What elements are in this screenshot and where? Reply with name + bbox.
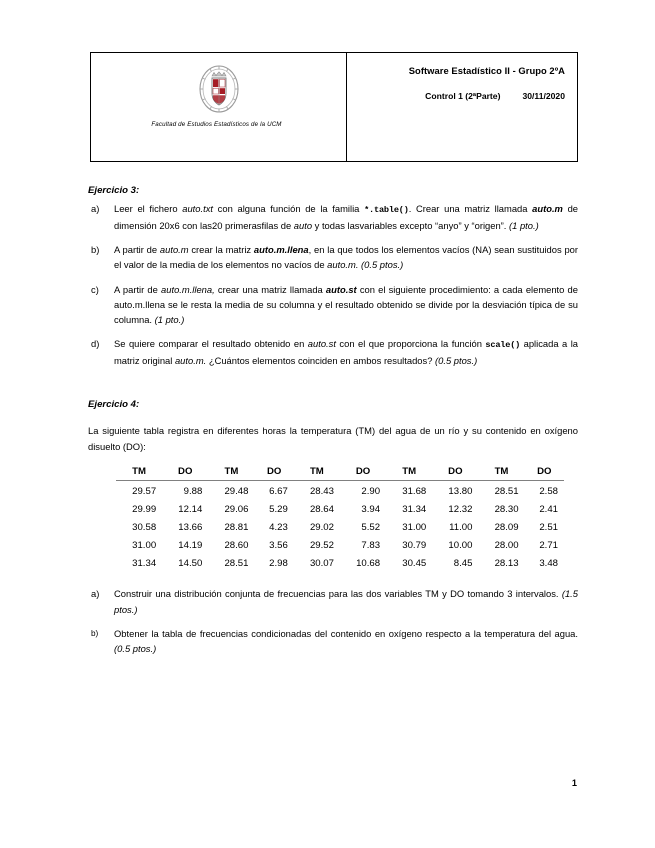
measurements-table-wrap: [116, 466, 564, 573]
exercise-4-intro: La siguiente tabla registra en diferentes horas la temperatura (TM) del agua de un río y su contenido en oxígeno disuelto (DO):: [88, 425, 578, 452]
list-marker: a): [91, 588, 100, 600]
header-right-cell: [347, 53, 577, 161]
table-cell: 3.56: [269, 539, 288, 551]
table-cell: 30.45: [402, 557, 427, 569]
table-cell: 28.30: [494, 503, 519, 515]
table-cell: 28.64: [309, 503, 334, 515]
table-body: [116, 480, 564, 572]
table-cell: 28.00: [494, 539, 519, 551]
table-cell: 30.07: [309, 557, 334, 569]
text-run: A partir de: [114, 244, 160, 256]
table-cell: 28.51: [224, 557, 249, 569]
faculty-name: Facultad de Estudios Estadísticos de la UCM: [151, 121, 282, 128]
table-column-header: DO: [525, 466, 564, 481]
text-run: Se quiere comparar el resultado obtenido en: [114, 338, 308, 350]
text-run: Obtener la tabla de frecuencias condicionadas del contenido en oxígeno respecto a la temperatura del agua.: [114, 627, 578, 639]
table-cell: 30.58: [132, 521, 157, 533]
measurements-table: [116, 466, 564, 573]
text-run: (1 pto.): [509, 219, 539, 231]
text-run: (0.5 ptos.): [114, 643, 157, 655]
table-column-header: TM: [208, 466, 254, 481]
exercise-3-item: [88, 282, 578, 328]
table-cell: 2.41: [539, 503, 558, 515]
text-run: (1 pto.): [154, 314, 185, 326]
text-run: auto: [293, 219, 313, 231]
table-cell: 29.06: [224, 503, 249, 515]
exercise-4-item: [88, 626, 578, 656]
table-cell: 10.68: [356, 557, 381, 569]
text-run: (0.5 ptos.): [361, 259, 404, 271]
text-run: aplicada a la matriz original: [114, 338, 579, 367]
header-left-cell: [91, 53, 347, 161]
exercise-3-item: [88, 336, 578, 368]
table-column-header: DO: [162, 466, 208, 481]
table-cell: 30.79: [402, 539, 427, 551]
text-run: auto.txt: [182, 203, 213, 214]
text-run: crear una matriz llamada: [214, 283, 326, 295]
table-cell: 3.94: [361, 503, 381, 515]
table-cell: 9.88: [183, 485, 203, 497]
table-cell: 28.09: [494, 521, 519, 533]
document-header-box: [90, 52, 578, 162]
course-title: Software Estadístico II - Grupo 2ºA: [408, 65, 565, 76]
table-row: [116, 480, 564, 500]
text-run: A partir de: [114, 283, 162, 295]
table-cell: 31.34: [402, 503, 427, 515]
table-cell: 12.14: [178, 503, 203, 515]
table-cell: 12.32: [448, 503, 473, 515]
ucm-seal-icon: [197, 63, 241, 119]
table-cell: 6.67: [269, 485, 288, 497]
table-cell: 3.48: [539, 557, 558, 569]
table-row: [116, 536, 564, 554]
exercise-3-item-list: [88, 201, 578, 368]
exercise-4-item-list: [88, 586, 578, 656]
table-column-header: TM: [386, 466, 432, 481]
text-run: auto.m: [159, 244, 189, 256]
table-header-row: [116, 466, 564, 481]
table-cell: 29.52: [309, 539, 334, 551]
text-run: . Crear una matriz llamada: [408, 203, 533, 214]
table-cell: 2.98: [269, 557, 288, 569]
list-marker: b): [91, 628, 99, 638]
list-marker: d): [91, 338, 100, 350]
list-marker: b): [91, 244, 100, 256]
table-cell: 2.58: [539, 485, 558, 497]
table-cell: 5.29: [269, 503, 288, 515]
text-run: y todas lasvariables excepto “anyo” y “origen”.: [312, 219, 510, 231]
exam-date: 30/11/2020: [522, 91, 565, 101]
table-cell: 11.00: [449, 521, 473, 533]
text-run: (0.5 ptos.): [435, 355, 478, 367]
list-marker: a): [91, 203, 100, 214]
text-run: Leer el fichero: [114, 203, 183, 214]
text-run: auto.m.llena,: [161, 283, 215, 295]
table-cell: 4.23: [269, 521, 288, 533]
exercise-4-title: Ejercicio 4:: [88, 399, 140, 411]
document-body: [88, 185, 578, 665]
text-run: auto.st: [325, 283, 357, 295]
control-label: Control 1 (2ªParte): [425, 91, 501, 101]
text-run: con el siguiente procedimiento: a cada elemento de auto.m.llena se le resta la media de su columna y el resultado obtenido se divide por la desviación típica de su columna.: [114, 283, 578, 326]
table-column-header: TM: [478, 466, 524, 481]
text-run: con el que proporciona la función: [335, 338, 486, 350]
text-run: *.table(): [364, 205, 409, 215]
text-run: auto.m.: [174, 355, 207, 367]
page-number: 1: [571, 778, 577, 788]
table-cell: 5.52: [361, 521, 381, 533]
text-run: ¿Cuántos elementos coinciden en ambos resultados?: [206, 355, 436, 367]
table-cell: 29.48: [224, 485, 249, 497]
text-run: de dimensión 20x6 con las20 primerasfilas de: [114, 203, 578, 231]
exercise-4-item: [88, 586, 578, 616]
table-row: [116, 500, 564, 518]
table-cell: 8.45: [453, 557, 473, 569]
table-column-header: DO: [340, 466, 386, 481]
table-cell: 31.00: [402, 521, 427, 533]
list-marker: c): [91, 283, 99, 295]
table-cell: 28.43: [309, 485, 334, 497]
table-cell: 13.80: [448, 485, 473, 497]
table-cell: 2.71: [539, 539, 558, 551]
table-cell: 29.57: [132, 485, 157, 497]
table-cell: 29.02: [309, 521, 334, 533]
table-cell: 10.00: [448, 539, 473, 551]
table-cell: 2.90: [361, 485, 381, 497]
table-cell: 29.99: [132, 503, 157, 515]
table-cell: 7.83: [361, 539, 381, 551]
text-run: , en la que todos los elementos vacíos (NA) sean sustituidos por el valor de la media de los elementos no vacíos de: [114, 244, 578, 271]
table-cell: 31.00: [132, 539, 157, 551]
table-row: [116, 554, 564, 572]
text-run: auto.m.llena: [253, 244, 309, 256]
text-run: scale(): [485, 340, 521, 351]
exercise-3-item: [88, 242, 578, 272]
table-cell: 2.51: [539, 521, 558, 533]
text-run: auto.st: [307, 338, 336, 350]
text-run: auto.m.: [327, 259, 359, 271]
table-cell: 31.68: [402, 485, 427, 497]
exercise-3-item: [88, 201, 578, 233]
table-cell: 14.50: [178, 557, 203, 569]
table-column-header: TM: [116, 466, 162, 481]
table-cell: 31.34: [132, 557, 157, 569]
exercise-3-title: Ejercicio 3:: [88, 185, 140, 196]
table-cell: 14.19: [178, 539, 203, 551]
table-cell: 28.13: [494, 557, 519, 569]
table-cell: 28.60: [224, 539, 249, 551]
control-line: [425, 91, 565, 101]
table-cell: 28.51: [494, 485, 519, 497]
text-run: (1.5 ptos.): [114, 588, 578, 615]
table-column-header: DO: [254, 466, 293, 481]
table-column-header: TM: [294, 466, 340, 481]
text-run: con alguna función de la familia: [213, 203, 365, 214]
table-column-header: DO: [432, 466, 478, 481]
text-run: Construir una distribución conjunta de frecuencias para las dos variables TM y DO tomando 3 intervalos.: [114, 588, 562, 600]
table-cell: 28.81: [224, 521, 249, 533]
table-cell: 13.66: [178, 521, 203, 533]
table-row: [116, 518, 564, 536]
text-run: crear la matriz: [188, 244, 254, 256]
text-run: auto.m: [532, 203, 563, 214]
